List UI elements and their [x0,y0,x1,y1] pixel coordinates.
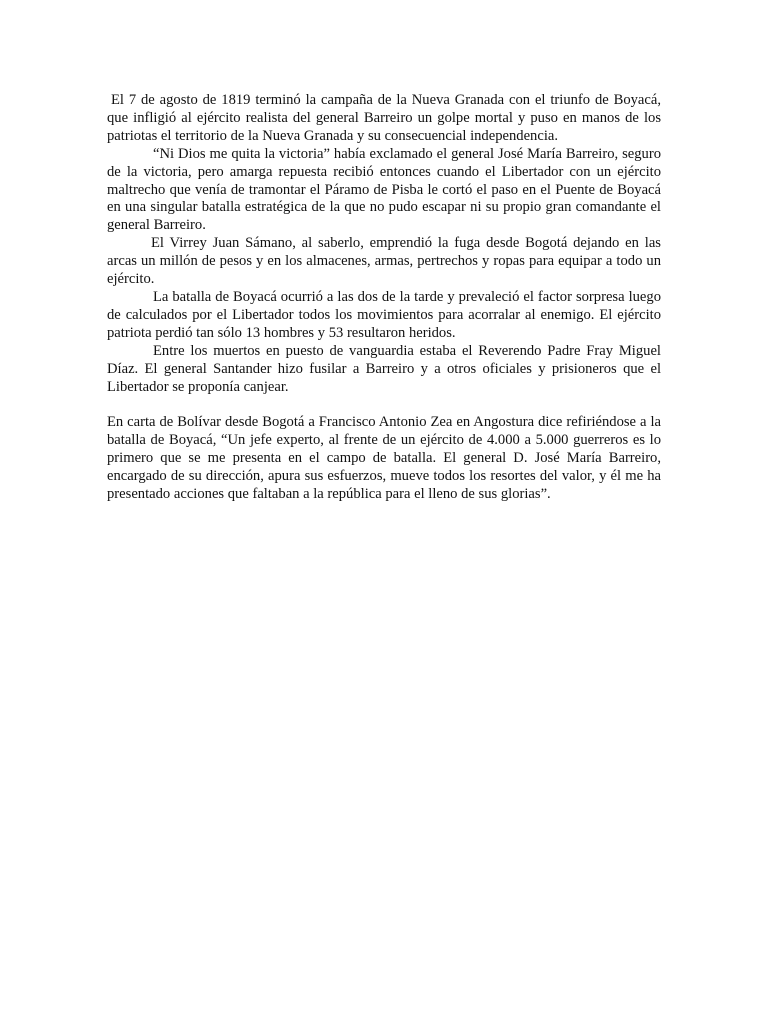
paragraph-6: En carta de Bolívar desde Bogotá a Francisco Antonio Zea en Angostura dice refiriéndose a la batalla de Boyacá, “Un jefe experto, al frente de un ejército de 4.000 a 5.000 guerreros es lo primero que se me presenta en el campo de batalla. El general D. José María Barreiro, encargado de su dirección, apura sus esfuerzos, mueve todos los resortes del valor, y él me ha presentado acciones que faltaban a la república para el lleno de sus glorias”. [107,414,661,502]
paragraph-3: El Virrey Juan Sámano, al saberlo, emprendió la fuga desde Bogotá dejando en las arcas un millón de pesos y en los almacenes, armas, pertrechos y ropas para equipar a todo un ejército. [107,235,661,288]
paragraph-5: Entre los muertos en puesto de vanguardia estaba el Reverendo Padre Fray Miguel Díaz. El general Santander hizo fusilar a Barreiro y a otros oficiales y prisioneros que el Libertador se proponía canjear. [107,342,661,395]
paragraph-1: El 7 de agosto de 1819 terminó la campaña de la Nueva Granada con el triunfo de Boyacá, que infligió al ejército realista del general Barreiro un golpe mortal y puso en manos de los patriotas el territorio de la Nueva Granada y su consecuencial independencia. [107,92,661,144]
paragraph-spacer [107,396,661,414]
document-body [107,92,661,504]
paragraph-2: “Ni Dios me quita la victoria” había exclamado el general José María Barreiro, seguro de la victoria, pero amarga repuesta recibió entonces cuando el Libertador con un ejército maltrecho que venía de tramontar el Páramo de Pisba le cortó el paso en el Puente de Boyacá en una singular batalla estratégica de la que no pudo escapar ni su propio gran comandante el general Barreiro. [107,145,661,234]
paragraph-4: La batalla de Boyacá ocurrió a las dos de la tarde y prevaleció el factor sorpresa luego de calculados por el Libertador todos los movimientos para acorralar al enemigo. El ejército patriota perdió tan sólo 13 hombres y 53 resultaron heridos. [107,288,661,341]
